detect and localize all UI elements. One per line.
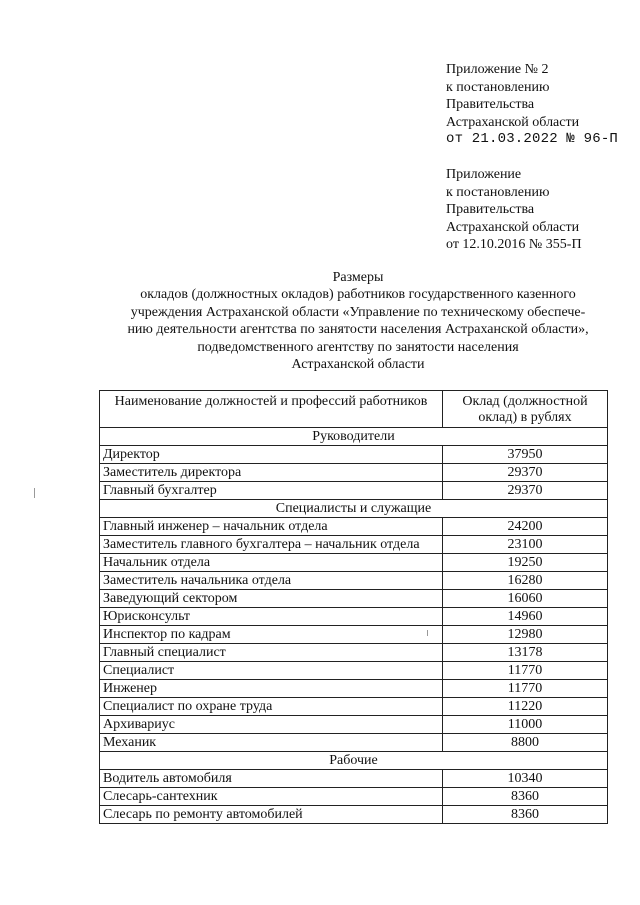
table-row	[100, 572, 608, 590]
position-cell: Заведующий сектором	[100, 590, 443, 608]
table-row	[100, 608, 608, 626]
appendix-date-stamp: от 21.03.2022 № 96-П	[446, 131, 619, 148]
position-cell: Директор	[100, 446, 443, 464]
table-section-row	[100, 500, 608, 518]
salary-cell: 24200	[443, 518, 608, 536]
position-cell: Водитель автомобиля	[100, 770, 443, 788]
salary-cell: 29370	[443, 464, 608, 482]
table-row	[100, 716, 608, 734]
salary-cell: 23100	[443, 536, 608, 554]
position-cell: Главный бухгалтер	[100, 482, 443, 500]
position-cell: Специалист по охране труда	[100, 698, 443, 716]
position-cell: Главный специалист	[100, 644, 443, 662]
position-cell: Механик	[100, 734, 443, 752]
table-body	[100, 428, 608, 824]
appendix-line: Астраханской области	[446, 219, 580, 235]
position-cell: Инспектор по кадрам	[100, 626, 443, 644]
table-row	[100, 680, 608, 698]
table-row	[100, 464, 608, 482]
title-line: Астраханской области	[291, 357, 425, 373]
salary-cell: 12980	[443, 626, 608, 644]
appendix-current-block	[446, 61, 618, 149]
salary-cell: 8360	[443, 806, 608, 824]
appendix-line: от 12.10.2016 № 355-П	[446, 237, 582, 253]
appendix-original-block	[446, 166, 582, 254]
scan-mark	[34, 488, 35, 498]
salary-cell: 16060	[443, 590, 608, 608]
column-header-salary: Оклад (должностной оклад) в рублях	[443, 391, 608, 428]
position-cell: Заместитель директора	[100, 464, 443, 482]
salary-cell: 14960	[443, 608, 608, 626]
table-row	[100, 770, 608, 788]
position-cell: Инженер	[100, 680, 443, 698]
table-row	[100, 788, 608, 806]
table-row	[100, 482, 608, 500]
table-section-row	[100, 428, 608, 446]
title-line: нию деятельности агентства по занятости населения Астраханской области»,	[127, 322, 589, 338]
position-cell: Заместитель главного бухгалтера – начальник отдела	[100, 536, 443, 554]
position-cell: Юрисконсульт	[100, 608, 443, 626]
title-line: окладов (должностных окладов) работников государственного казенного	[140, 287, 576, 303]
appendix-line: к постановлению	[446, 79, 550, 95]
table-row	[100, 518, 608, 536]
document-title	[100, 269, 616, 373]
table-row	[100, 734, 608, 752]
salary-cell: 29370	[443, 482, 608, 500]
title-line: подведомственного агентству по занятости населения	[197, 339, 519, 355]
column-header-position: Наименование должностей и профессий работников	[100, 391, 443, 428]
table-section-row	[100, 752, 608, 770]
salary-cell: 8360	[443, 788, 608, 806]
position-cell: Слесарь-сантехник	[100, 788, 443, 806]
appendix-line: Правительства	[446, 202, 535, 218]
appendix-line: Правительства	[446, 97, 535, 113]
table-row	[100, 698, 608, 716]
table-row	[100, 554, 608, 572]
title-line: Размеры	[332, 270, 384, 285]
appendix-line: к постановлению	[446, 184, 550, 200]
salary-cell: 10340	[443, 770, 608, 788]
table-row	[100, 446, 608, 464]
section-heading: Специалисты и служащие	[100, 500, 608, 518]
position-cell: Архивариус	[100, 716, 443, 734]
salary-cell: 8800	[443, 734, 608, 752]
appendix-line: Приложение	[446, 167, 522, 182]
position-cell: Начальник отдела	[100, 554, 443, 572]
table-row	[100, 626, 608, 644]
appendix-line: Астраханской области	[446, 114, 580, 130]
table-row	[100, 644, 608, 662]
table-row	[100, 806, 608, 824]
position-cell: Заместитель начальника отдела	[100, 572, 443, 590]
salary-cell: 11220	[443, 698, 608, 716]
scan-mark	[427, 630, 428, 636]
salary-cell: 37950	[443, 446, 608, 464]
salary-table	[99, 390, 608, 824]
salary-cell: 13178	[443, 644, 608, 662]
title-line: учреждения Астраханской области «Управление по техническому обеспече-	[130, 304, 586, 320]
table-row	[100, 536, 608, 554]
salary-cell: 19250	[443, 554, 608, 572]
position-cell: Главный инженер – начальник отдела	[100, 518, 443, 536]
table-header-row	[100, 391, 608, 428]
salary-cell: 16280	[443, 572, 608, 590]
salary-cell: 11770	[443, 662, 608, 680]
section-heading: Руководители	[100, 428, 608, 446]
salary-cell: 11000	[443, 716, 608, 734]
position-cell: Слесарь по ремонту автомобилей	[100, 806, 443, 824]
section-heading: Рабочие	[100, 752, 608, 770]
appendix-line: Приложение № 2	[446, 62, 549, 77]
position-cell: Специалист	[100, 662, 443, 680]
table-row	[100, 662, 608, 680]
salary-cell: 11770	[443, 680, 608, 698]
table-row	[100, 590, 608, 608]
